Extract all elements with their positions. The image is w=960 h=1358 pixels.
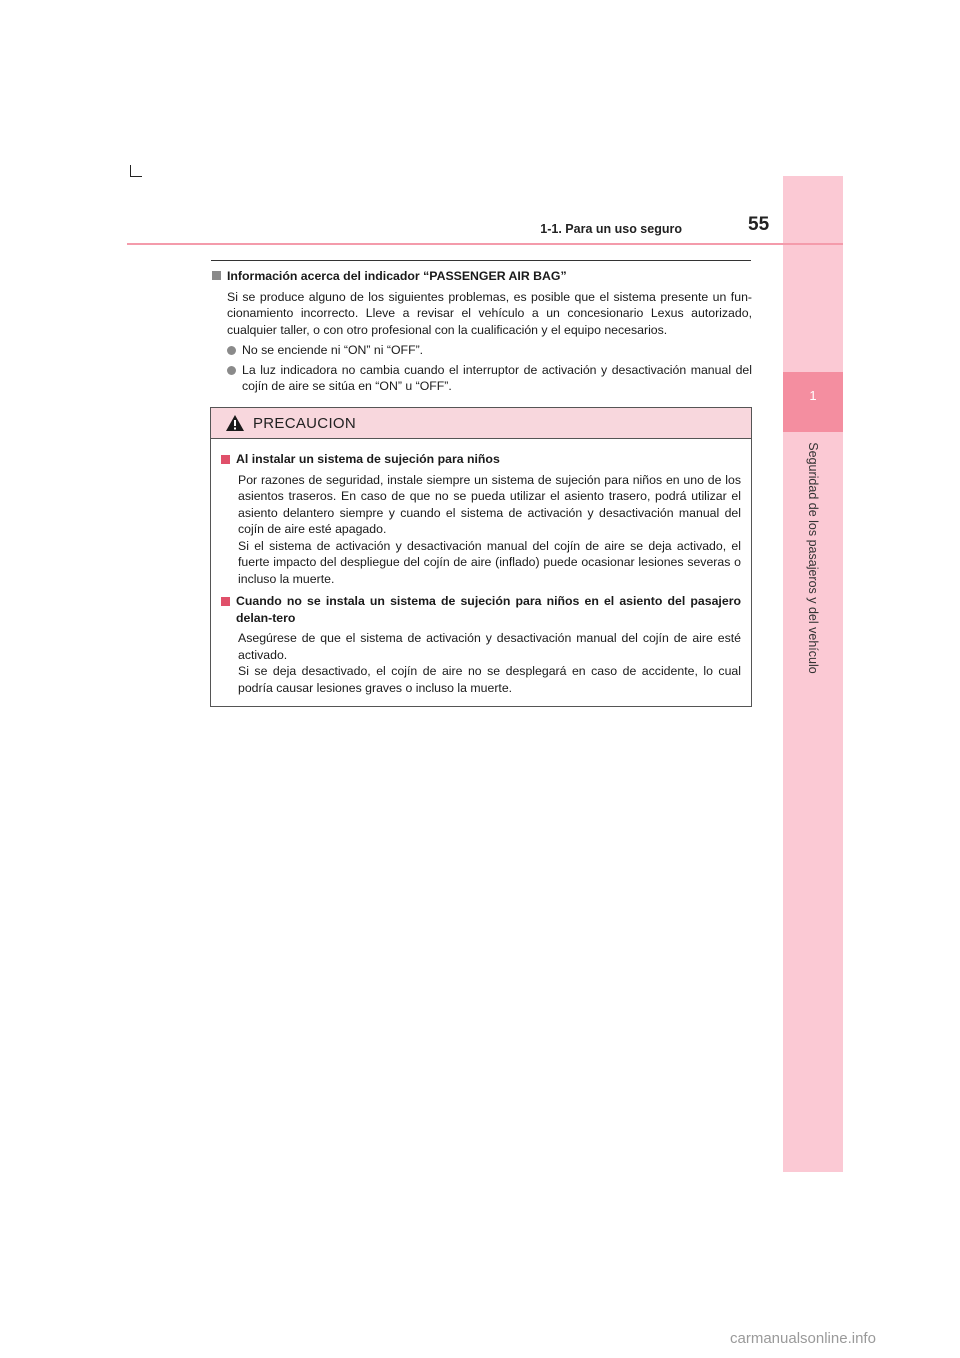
square-bullet-icon <box>221 455 230 464</box>
caution-header <box>211 408 751 439</box>
square-bullet-icon <box>221 597 230 606</box>
info-section <box>212 268 752 398</box>
caution-paragraph: Si el sistema de activación y desactivación manual del cojín de aire se deja activado, el fuerte impacto del despliegue del cojín de aire (inflado) puede ocasionar lesiones severas o incluso la muerte. <box>238 538 741 586</box>
caution-box <box>210 407 752 707</box>
side-tab-chapter-number: 1 <box>809 388 817 403</box>
dot-bullet-icon <box>227 346 236 355</box>
dot-bullet-icon <box>227 366 236 375</box>
caution-paragraph: Si se deja desactivado, el cojín de aire no se desplegará en caso de accidente, lo cual podría causar lesiones graves o incluso la muerte. <box>238 664 741 695</box>
content-rule <box>211 260 751 261</box>
header-rule <box>127 243 843 245</box>
warning-triangle-icon <box>225 414 245 432</box>
side-tab-strip <box>783 176 843 1172</box>
list-item-text: La luz indicadora no cambia cuando el interruptor de activación y desactivación manual del cojín de aire se sitúa en “ON” u “OFF”. <box>242 362 752 393</box>
caution-heading-text: Cuando no se instala un sistema de sujeción para niños en el asiento del pasajero delan-tero <box>236 594 741 625</box>
info-heading-text: Información acerca del indicador “PASSENGER AIR BAG” <box>227 269 567 283</box>
list-item <box>227 342 752 359</box>
page-number: 55 <box>748 214 770 235</box>
caution-paragraph: Asegúrese de que el sistema de activación y desactivación manual del cojín de aire esté activado. <box>238 631 741 662</box>
caution-section-heading <box>221 593 741 626</box>
header-section-title: 1-1. Para un uso seguro <box>540 222 682 236</box>
side-tab-chapter-title: Seguridad de los pasajeros y del vehículo <box>806 442 820 674</box>
crop-mark <box>130 176 142 177</box>
square-bullet-icon <box>212 271 221 280</box>
caution-title: PRECAUCION <box>253 414 357 432</box>
crop-mark <box>130 165 131 176</box>
list-item-text: No se enciende ni “ON” ni “OFF”. <box>242 343 424 357</box>
watermark: carmanualsonline.info <box>730 1330 876 1347</box>
caution-body <box>211 439 751 696</box>
info-heading <box>212 268 752 285</box>
caution-heading-text: Al instalar un sistema de sujeción para niños <box>236 452 500 466</box>
info-paragraph: Si se produce alguno de los siguientes problemas, es posible que el sistema presente un fun-cionamiento incorrecto. Lleve a revisar el vehículo a un concesionario Lexus autorizado, cualquier taller, o con otro profesional con la cualificación y el equipo necesarios. <box>227 289 752 337</box>
caution-paragraph: Por razones de seguridad, instale siempre un sistema de sujeción para niños en uno de los asientos traseros. En caso de que no se pueda utilizar el asiento trasero, podrá utilizar el asiento delantero siempre y cuando el sistema de activación y desactivación manual del cojín de aire esté apagado. <box>238 472 741 536</box>
caution-section-heading <box>221 451 741 468</box>
list-item <box>227 362 752 395</box>
